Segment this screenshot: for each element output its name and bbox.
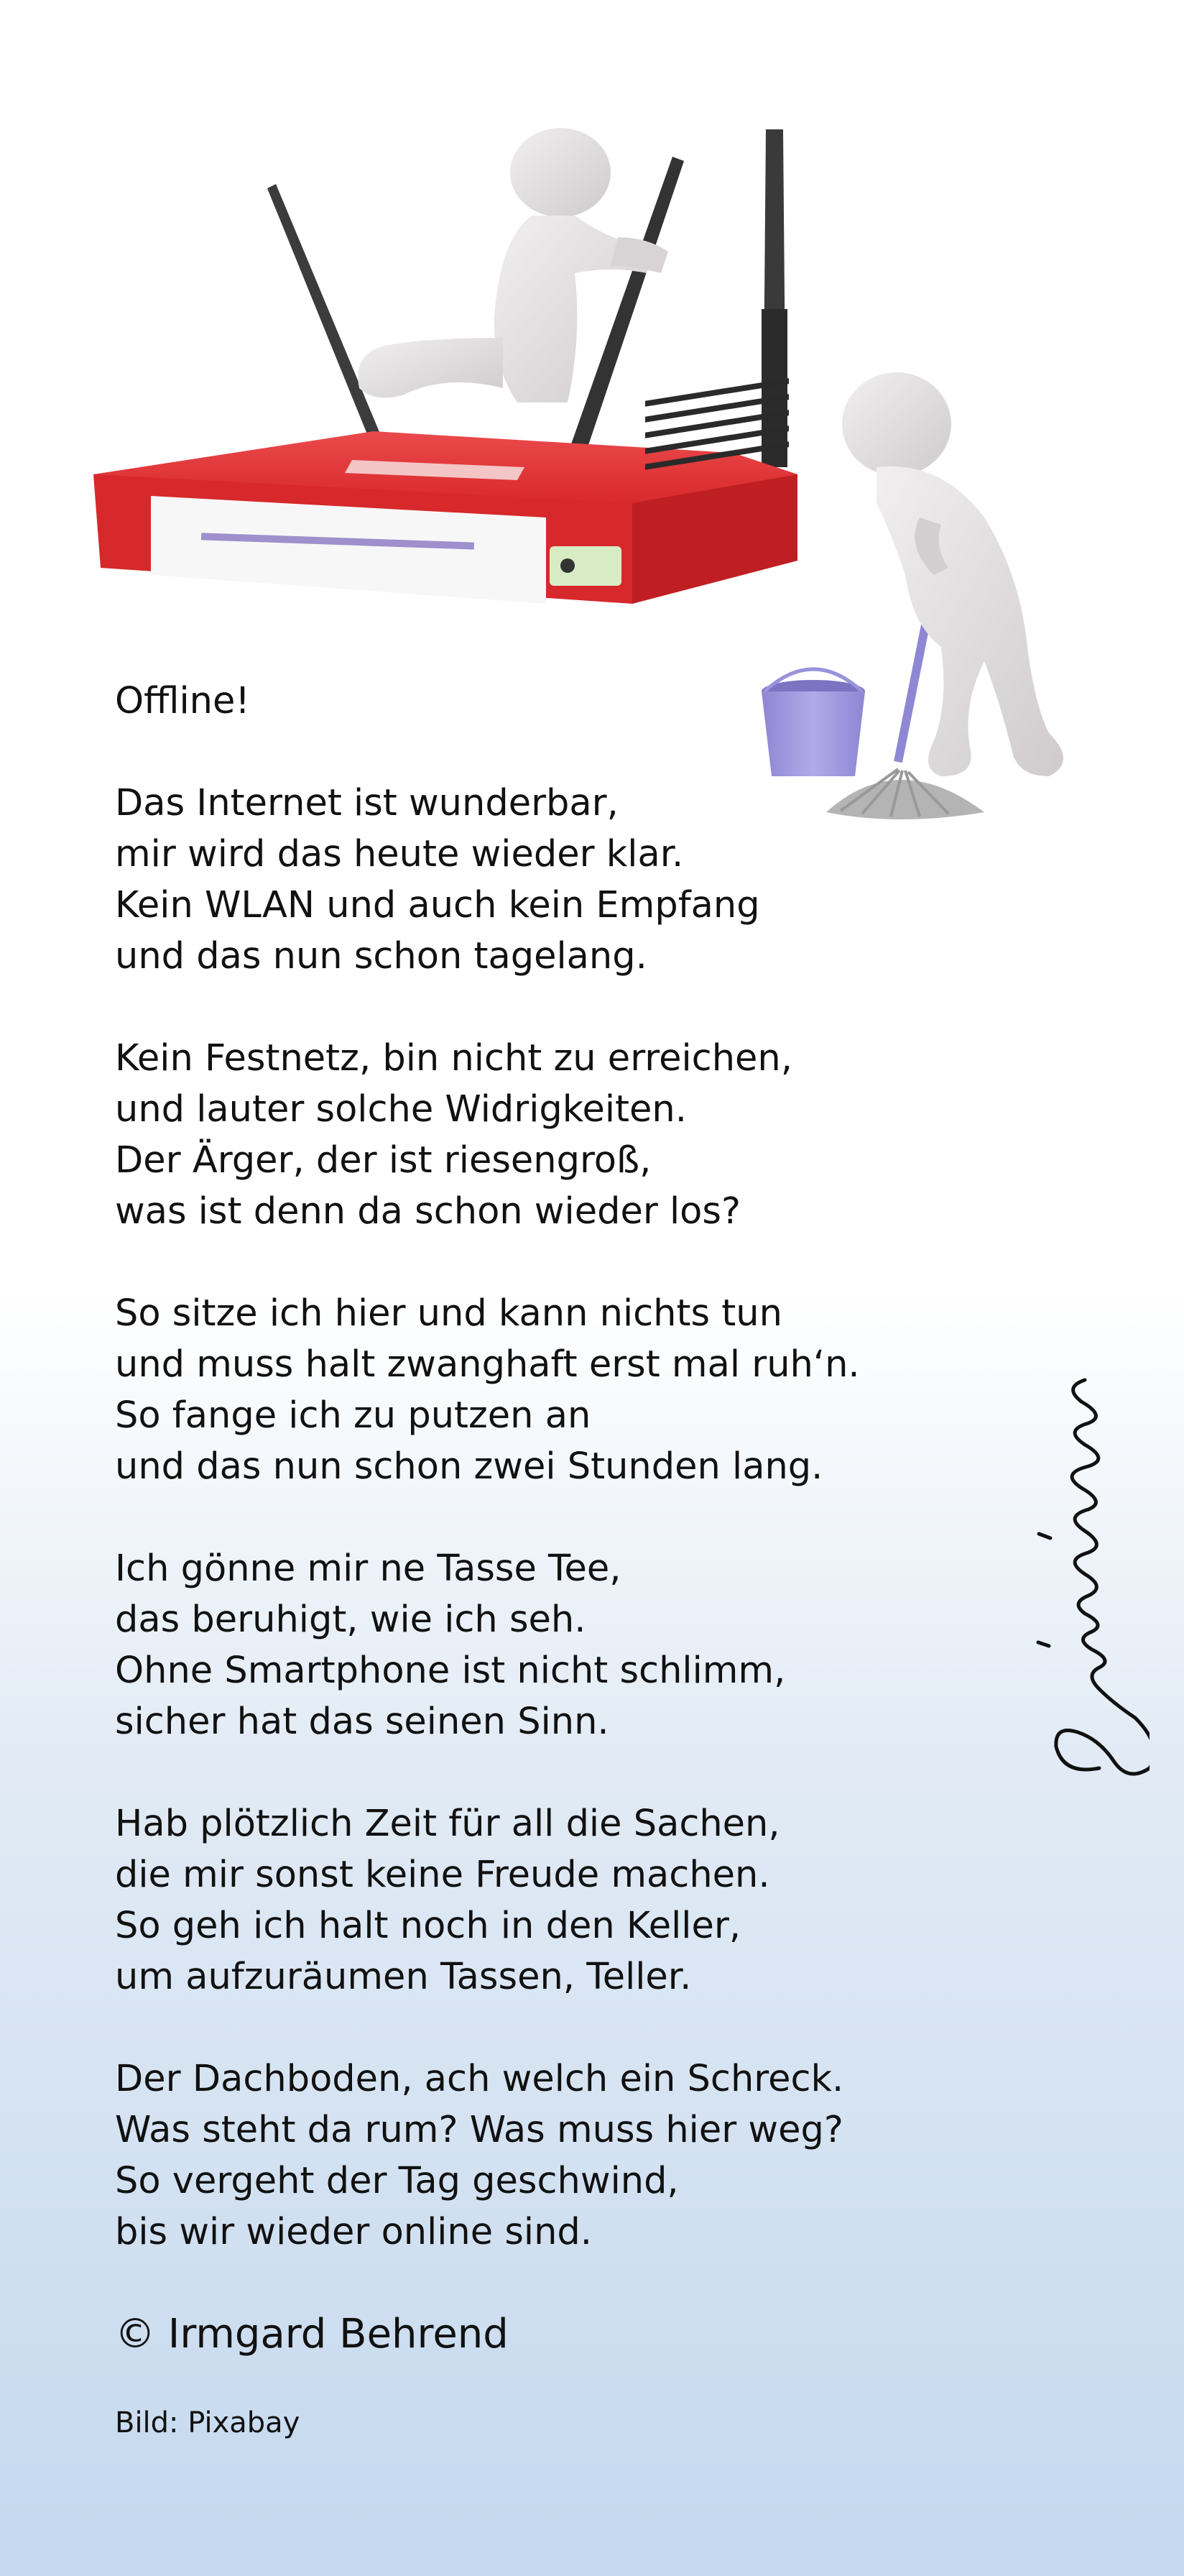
poem-line: und muss halt zwanghaft erst mal ruh‘n. — [115, 1343, 860, 1386]
stanza-6 — [115, 2053, 963, 2258]
antenna-left — [267, 184, 385, 450]
poem-line: Der Dachboden, ach welch ein Schreck. — [115, 2058, 844, 2100]
poem-line: Der Ärger, der ist riesengroß, — [115, 1139, 652, 1182]
stanza-4 — [115, 1543, 963, 1747]
poem-title: Offline! — [115, 680, 250, 722]
poem — [115, 676, 963, 2444]
poem-line: das beruhigt, wie ich seh. — [115, 1598, 586, 1641]
poem-line: So fange ich zu putzen an — [115, 1394, 591, 1437]
image-credit: Bild: Pixabay — [115, 2406, 300, 2439]
poem-line: die mir sonst keine Freude machen. — [115, 1854, 770, 1896]
poem-line: So vergeht der Tag geschwind, — [115, 2160, 679, 2202]
signature-watermark — [963, 1351, 1150, 1782]
poem-line: Was steht da rum? Was muss hier weg? — [115, 2109, 843, 2151]
poem-line: um aufzuräumen Tassen, Teller. — [115, 1956, 692, 1998]
author-copyright: © Irmgard Behrend — [115, 2311, 509, 2358]
poem-line: Hab plötzlich Zeit für all die Sachen, — [115, 1803, 780, 1845]
poem-line: So geh ich halt noch in den Keller, — [115, 1905, 741, 1947]
stanza-2 — [115, 1033, 963, 1237]
stanza-5 — [115, 1798, 963, 2002]
stanza-1 — [115, 778, 963, 982]
poem-line: und lauter solche Widrigkeiten. — [115, 1088, 687, 1131]
stanza-3 — [115, 1288, 963, 1492]
poem-line: Kein WLAN und auch kein Empfang — [115, 884, 760, 926]
poem-line: Ohne Smartphone ist nicht schlimm, — [115, 1650, 786, 1692]
poem-line: und das nun schon tagelang. — [115, 935, 647, 978]
poem-line: bis wir wieder online sind. — [115, 2211, 592, 2253]
poem-line: So sitze ich hier und kann nichts tun — [115, 1292, 782, 1335]
poem-line: sicher hat das seinen Sinn. — [115, 1701, 609, 1743]
poem-line: mir wird das heute wieder klar. — [115, 833, 684, 875]
poem-line: Das Internet ist wunderbar, — [115, 782, 619, 824]
figure-on-router — [358, 128, 668, 402]
poem-line: und das nun schon zwei Stunden lang. — [115, 1445, 823, 1488]
poem-line: was ist denn da schon wieder los? — [115, 1190, 741, 1233]
router — [93, 378, 797, 604]
poem-line: Kein Festnetz, bin nicht zu erreichen, — [115, 1037, 792, 1080]
poem-line: Ich gönne mir ne Tasse Tee, — [115, 1547, 621, 1590]
